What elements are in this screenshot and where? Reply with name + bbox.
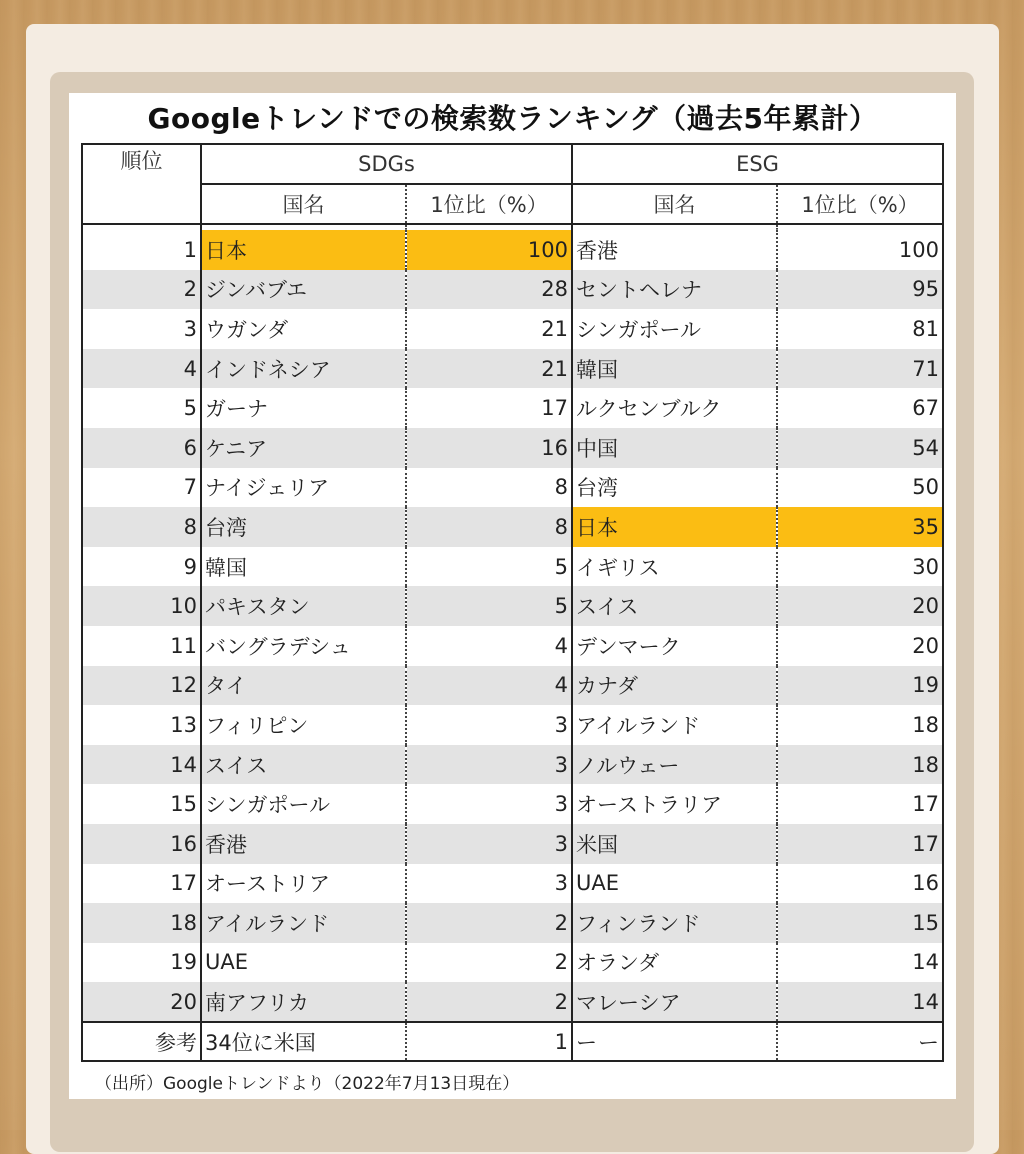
sdgs-ratio-cell: 16 xyxy=(406,428,572,468)
rank-cell: 17 xyxy=(82,864,201,904)
sdgs-country-cell: パキスタン xyxy=(201,586,406,626)
rank-cell: 3 xyxy=(82,309,201,349)
table-row xyxy=(82,547,943,587)
table-row xyxy=(82,270,943,310)
esg-ratio-cell: 81 xyxy=(777,309,943,349)
esg-country-cell: フィンランド xyxy=(572,903,777,943)
sdgs-country-cell: ガーナ xyxy=(205,397,268,422)
sdgs-ratio-cell: 2 xyxy=(406,982,572,1022)
esg-ratio-cell: 54 xyxy=(777,428,943,468)
sdgs-country-cell: 台湾 xyxy=(201,507,406,547)
esg-country-cell: 台湾 xyxy=(576,476,618,501)
rank-cell: 19 xyxy=(82,943,201,983)
esg-ratio-cell: 67 xyxy=(777,388,943,428)
esg-ratio-cell: 100 xyxy=(777,230,943,270)
sdgs-country-cell: ナイジェリア xyxy=(205,476,330,501)
sdgs-country-cell: 香港 xyxy=(201,824,406,864)
esg-country-cell: 日本 xyxy=(572,507,777,547)
sdgs-ratio-cell: 28 xyxy=(406,270,572,310)
esg-country-cell: 韓国 xyxy=(572,349,777,389)
sdgs-ratio-cell: 8 xyxy=(406,507,572,547)
rank-header: 順位 xyxy=(82,144,201,224)
table-row xyxy=(82,666,943,706)
ranking-table xyxy=(81,143,944,1062)
sdgs-ratio-cell: 2 xyxy=(406,943,572,983)
esg-country-cell: オーストラリア xyxy=(576,793,722,818)
rank-cell: 参考 xyxy=(82,1022,201,1062)
sdgs-ratio-cell: 100 xyxy=(406,230,572,270)
rank-cell: 2 xyxy=(82,270,201,310)
sdgs-country-cell: フィリピン xyxy=(205,713,309,738)
ranking-rows xyxy=(82,230,943,1061)
rank-cell: 9 xyxy=(82,547,201,587)
rank-cell: 6 xyxy=(82,428,201,468)
sdgs-country-cell: タイ xyxy=(201,666,406,706)
table-row xyxy=(82,230,943,270)
table-row xyxy=(82,349,943,389)
esg-ratio-cell: 15 xyxy=(777,903,943,943)
sdgs-country-cell: オーストリア xyxy=(205,872,330,897)
esg-header: ESG xyxy=(572,144,943,184)
source-note: （出所）Googleトレンドより（2022年7月13日現在） xyxy=(95,1074,520,1094)
sdgs-country-cell: 韓国 xyxy=(205,555,247,580)
sdgs-country-cell: バングラデシュ xyxy=(205,634,351,659)
esg-country-cell: 中国 xyxy=(572,428,777,468)
esg-ratio-cell: 18 xyxy=(777,745,943,785)
sdgs-country-cell: UAE xyxy=(205,950,249,975)
sdgs-ratio-cell: 4 xyxy=(406,666,572,706)
rank-cell: 8 xyxy=(82,507,201,547)
esg-country-cell: UAE xyxy=(576,871,620,896)
rank-cell: 18 xyxy=(82,903,201,943)
sdgs-country-cell: スイス xyxy=(201,745,406,785)
esg-ratio-cell: 19 xyxy=(777,666,943,706)
esg-country-cell: オランダ xyxy=(576,951,660,976)
ranking-figure xyxy=(69,93,956,1099)
esg-country-cell: イギリス xyxy=(576,555,660,580)
sdgs-ratio-cell: 3 xyxy=(406,864,572,904)
sdgs-country-cell: ウガンダ xyxy=(205,317,289,342)
sdgs-ratio-cell: 5 xyxy=(406,586,572,626)
sdgs-country-cell: 日本 xyxy=(201,230,406,270)
sdgs-country-header: 国名 xyxy=(282,193,325,217)
rank-cell: 7 xyxy=(82,468,201,508)
rank-cell: 5 xyxy=(82,388,201,428)
sdgs-ratio-cell: 3 xyxy=(406,824,572,864)
rank-cell: 12 xyxy=(82,666,201,706)
rank-cell: 1 xyxy=(82,230,201,270)
sdgs-ratio-cell: 4 xyxy=(406,626,572,666)
sdgs-ratio-cell: 21 xyxy=(406,349,572,389)
rank-cell: 13 xyxy=(82,705,201,745)
sdgs-ratio-header: 1位比（%） xyxy=(406,184,572,224)
table-row xyxy=(82,903,943,943)
esg-ratio-cell: 17 xyxy=(777,824,943,864)
esg-ratio-cell: 50 xyxy=(777,468,943,508)
sdgs-country-cell: ケニア xyxy=(201,428,406,468)
esg-country-cell: ー xyxy=(572,1022,777,1062)
rank-cell: 16 xyxy=(82,824,201,864)
esg-country-cell: 香港 xyxy=(576,238,618,263)
esg-country-cell: ノルウェー xyxy=(572,745,777,785)
esg-country-cell: デンマーク xyxy=(576,634,681,659)
esg-country-cell: マレーシア xyxy=(572,982,777,1022)
esg-ratio-header: 1位比（%） xyxy=(777,184,943,224)
sdgs-country-cell: シンガポール xyxy=(205,793,331,818)
table-row xyxy=(82,586,943,626)
table-row xyxy=(82,1022,943,1062)
esg-country-cell: アイルランド xyxy=(576,713,701,738)
table-row xyxy=(82,982,943,1022)
sdgs-ratio-cell: 1 xyxy=(406,1022,572,1062)
table-row xyxy=(82,388,943,428)
sdgs-country-cell: ジンバブエ xyxy=(201,270,406,310)
esg-country-cell: スイス xyxy=(572,586,777,626)
sdgs-ratio-cell: 17 xyxy=(406,388,572,428)
esg-country-cell: 米国 xyxy=(572,824,777,864)
sdgs-ratio-cell: 3 xyxy=(406,745,572,785)
esg-ratio-cell: 16 xyxy=(777,864,943,904)
table-row xyxy=(82,309,943,349)
esg-ratio-cell: ー xyxy=(777,1022,943,1062)
table-row xyxy=(82,468,943,508)
figure-title: Googleトレンドでの検索数ランキング（過去5年累計） xyxy=(147,102,878,135)
esg-country-cell: ルクセンブルク xyxy=(576,397,722,422)
sdgs-country-cell: インドネシア xyxy=(201,349,406,389)
esg-ratio-cell: 17 xyxy=(777,784,943,824)
sdgs-country-cell: アイルランド xyxy=(201,903,406,943)
esg-country-cell: カナダ xyxy=(572,666,777,706)
table-row xyxy=(82,943,943,983)
esg-ratio-cell: 30 xyxy=(777,547,943,587)
esg-country-header: 国名 xyxy=(653,193,696,217)
rank-cell: 14 xyxy=(82,745,201,785)
esg-ratio-cell: 71 xyxy=(777,349,943,389)
rank-cell: 15 xyxy=(82,784,201,824)
table-row xyxy=(82,784,943,824)
esg-country-cell: セントヘレナ xyxy=(572,270,777,310)
esg-ratio-cell: 95 xyxy=(777,270,943,310)
esg-ratio-cell: 20 xyxy=(777,626,943,666)
table-row xyxy=(82,745,943,785)
esg-ratio-cell: 14 xyxy=(777,943,943,983)
sdgs-ratio-cell: 5 xyxy=(406,547,572,587)
esg-country-cell: シンガポール xyxy=(576,317,702,342)
sdgs-header: SDGs xyxy=(201,144,572,184)
esg-ratio-cell: 20 xyxy=(777,586,943,626)
table-row xyxy=(82,626,943,666)
sdgs-ratio-cell: 21 xyxy=(406,309,572,349)
esg-ratio-cell: 35 xyxy=(777,507,943,547)
rank-cell: 11 xyxy=(82,626,201,666)
table-row xyxy=(82,824,943,864)
sdgs-ratio-cell: 3 xyxy=(406,784,572,824)
rank-cell: 20 xyxy=(82,982,201,1022)
esg-ratio-cell: 14 xyxy=(777,982,943,1022)
sdgs-country-cell: 南アフリカ xyxy=(201,982,406,1022)
table-row xyxy=(82,705,943,745)
rank-cell: 4 xyxy=(82,349,201,389)
table-row xyxy=(82,864,943,904)
table-row xyxy=(82,507,943,547)
esg-ratio-cell: 18 xyxy=(777,705,943,745)
table-row xyxy=(82,428,943,468)
rank-cell: 10 xyxy=(82,586,201,626)
sdgs-ratio-cell: 2 xyxy=(406,903,572,943)
sdgs-country-cell: 34位に米国 xyxy=(201,1022,406,1062)
sdgs-ratio-cell: 3 xyxy=(406,705,572,745)
sdgs-ratio-cell: 8 xyxy=(406,468,572,508)
